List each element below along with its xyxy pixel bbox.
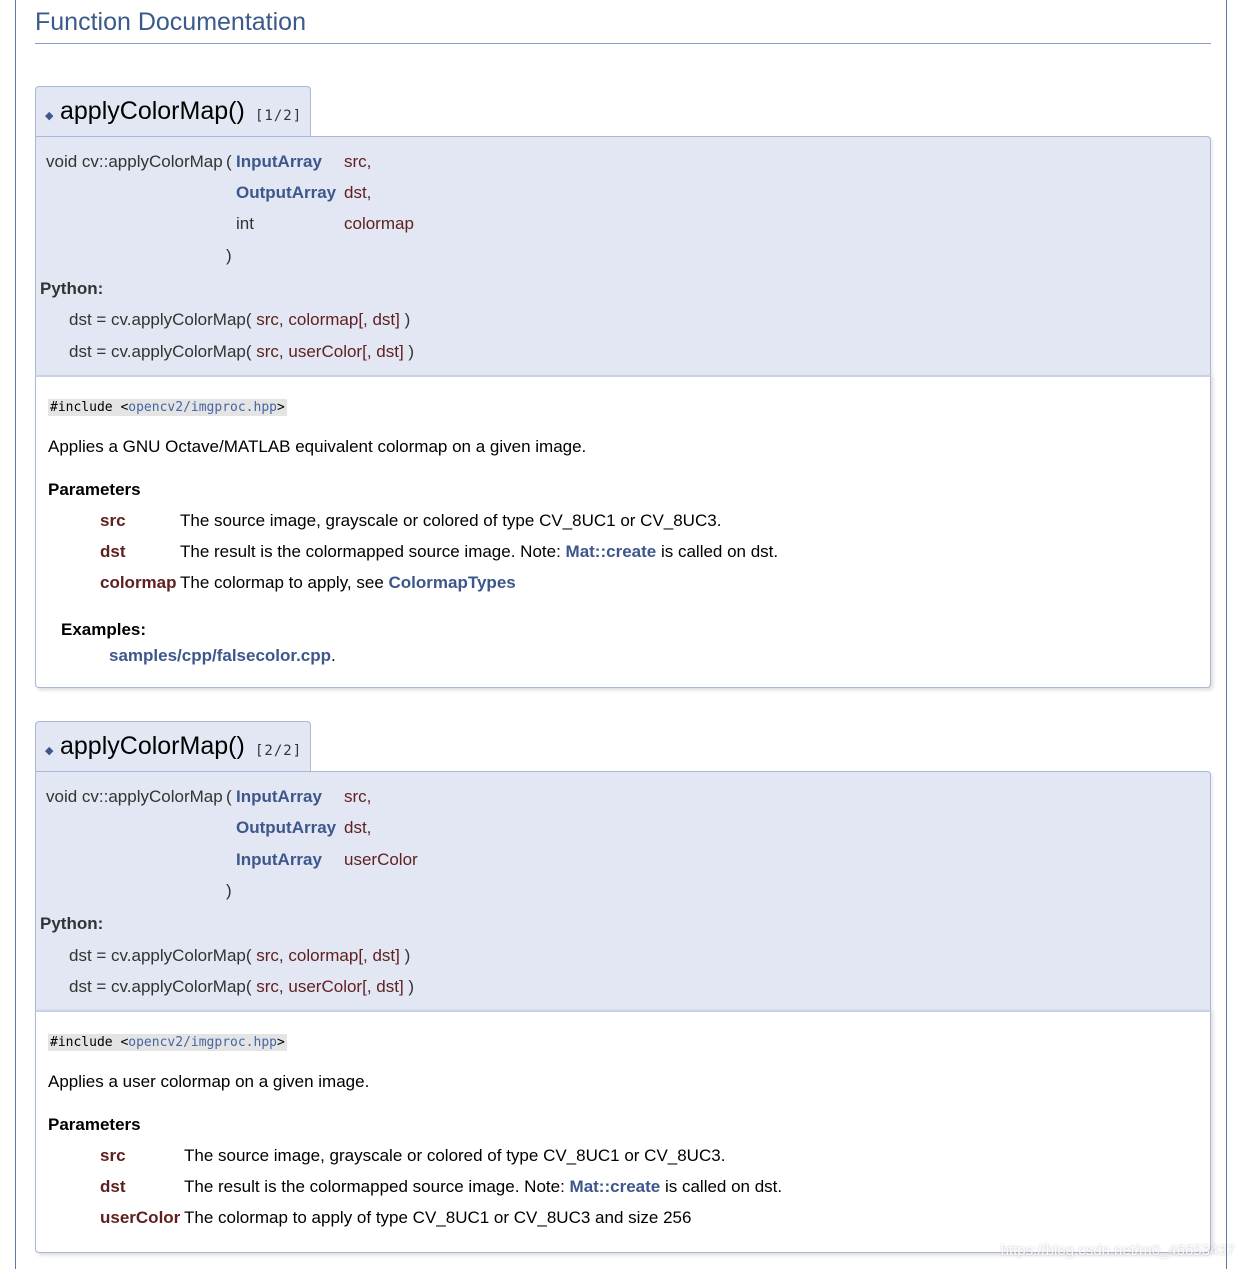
python-signature — [69, 342, 414, 362]
function-description: Applies a user colormap on a given image. — [48, 1072, 370, 1091]
python-arg: userColor — [288, 977, 363, 996]
python-sep: , — [278, 946, 284, 965]
example-suffix: . — [331, 646, 336, 665]
function-entry-2 — [35, 721, 1211, 1255]
colormap-types-link[interactable]: ColormapTypes — [388, 573, 516, 592]
param-type-link[interactable]: InputArray — [236, 850, 322, 869]
param-description — [180, 573, 516, 593]
python-label: Python: — [40, 279, 104, 298]
param-type-link[interactable]: OutputArray — [236, 183, 337, 202]
python-call: dst = cv.applyColorMap( — [69, 977, 252, 996]
python-close: ) — [403, 342, 415, 361]
include-directive — [48, 399, 287, 416]
python-arg: colormap — [288, 946, 359, 965]
python-signature — [69, 977, 414, 997]
param-description — [180, 542, 778, 562]
param-type-link[interactable]: InputArray — [236, 152, 322, 171]
python-optional-arg: [, dst] — [358, 310, 400, 329]
param-type-link[interactable]: OutputArray — [236, 818, 337, 837]
overload-index: [1/2] — [255, 108, 303, 124]
python-arg: colormap — [288, 310, 359, 329]
anchor-diamond-icon[interactable]: ◆ — [45, 110, 54, 122]
python-label: Python: — [40, 914, 104, 933]
python-sep: , — [278, 977, 284, 996]
include-bracket: < — [120, 400, 129, 415]
param-description: The source image, grayscale or colored of type CV_8UC1 or CV_8UC3. — [180, 511, 722, 530]
include-directive — [48, 1034, 287, 1051]
documentation-frame — [15, 0, 1227, 1269]
proto-return-name: void cv::applyColorMap — [46, 787, 223, 806]
param-description-text: The result is the colormapped source image. Note: — [180, 542, 566, 561]
python-optional-arg: [, dst] — [362, 342, 404, 361]
examples-heading: Examples: — [61, 620, 147, 639]
include-bracket: > — [277, 1035, 285, 1050]
python-sep: , — [278, 310, 284, 329]
python-call: dst = cv.applyColorMap( — [69, 310, 252, 329]
param-description — [184, 1177, 782, 1197]
example-link[interactable]: samples/cpp/falsecolor.cpp — [109, 646, 332, 665]
param-name: colormap — [100, 573, 177, 592]
param-name: src, — [344, 787, 372, 806]
python-arg: src — [256, 342, 279, 361]
proto-open-paren: ( — [226, 787, 232, 806]
mat-create-link[interactable]: Mat::create — [569, 1177, 661, 1196]
param-description-text: The colormap to apply, see — [180, 573, 389, 592]
param-name: userColor — [100, 1208, 181, 1227]
python-arg: src — [256, 946, 279, 965]
overload-index: [2/2] — [255, 743, 303, 759]
param-name: src — [100, 511, 126, 530]
python-optional-arg: [, dst] — [358, 946, 400, 965]
param-description-text: is called on dst. — [660, 1177, 783, 1196]
python-call: dst = cv.applyColorMap( — [69, 946, 252, 965]
function-name: applyColorMap() — [60, 732, 245, 760]
function-description: Applies a GNU Octave/MATLAB equivalent colormap on a given image. — [48, 437, 587, 456]
proto-close-paren: ) — [226, 246, 232, 265]
python-close: ) — [399, 310, 411, 329]
function-entry-1 — [35, 86, 1211, 688]
parameters-heading: Parameters — [48, 480, 141, 499]
anchor-diamond-icon[interactable]: ◆ — [45, 745, 54, 757]
python-close: ) — [403, 977, 415, 996]
proto-open-paren: ( — [226, 152, 232, 171]
param-description: The source image, grayscale or colored of type CV_8UC1 or CV_8UC3. — [184, 1146, 726, 1165]
python-call: dst = cv.applyColorMap( — [69, 342, 252, 361]
include-header-link[interactable]: opencv2/imgproc.hpp — [128, 1035, 277, 1050]
function-prototype — [35, 771, 1211, 1011]
function-docs — [35, 375, 1211, 688]
param-description: The colormap to apply of type CV_8UC1 or CV_8UC3 and size 256 — [184, 1208, 692, 1227]
include-header-link[interactable]: opencv2/imgproc.hpp — [128, 400, 277, 415]
function-title-tab — [35, 721, 311, 772]
function-name: applyColorMap() — [60, 97, 245, 125]
param-description-text: The result is the colormapped source image. Note: — [184, 1177, 570, 1196]
param-name: dst — [100, 542, 126, 561]
function-docs — [35, 1010, 1211, 1253]
proto-return-name: void cv::applyColorMap — [46, 152, 223, 171]
python-arg: userColor — [288, 342, 363, 361]
function-prototype — [35, 136, 1211, 376]
include-bracket: > — [277, 400, 285, 415]
python-signature — [69, 946, 410, 966]
watermark: https://blog.csdn.net/m0_46653437 — [1000, 1242, 1235, 1259]
param-name: src, — [344, 152, 372, 171]
param-type: int — [236, 214, 254, 233]
function-title-tab — [35, 86, 311, 137]
param-name: dst — [100, 1177, 126, 1196]
section-title: Function Documentation — [35, 8, 1211, 44]
param-name: colormap — [344, 214, 414, 233]
param-name: dst, — [344, 818, 372, 837]
example-item — [109, 646, 336, 666]
param-name: src — [100, 1146, 126, 1165]
parameters-heading: Parameters — [48, 1115, 141, 1134]
param-name: dst, — [344, 183, 372, 202]
param-description-text: is called on dst. — [656, 542, 779, 561]
proto-close-paren: ) — [226, 881, 232, 900]
python-sep: , — [278, 342, 284, 361]
include-keyword: #include — [50, 1035, 121, 1050]
python-arg: src — [256, 977, 279, 996]
include-keyword: #include — [50, 400, 121, 415]
mat-create-link[interactable]: Mat::create — [565, 542, 657, 561]
param-name: userColor — [344, 850, 418, 869]
python-arg: src — [256, 310, 279, 329]
include-bracket: < — [120, 1035, 129, 1050]
param-type-link[interactable]: InputArray — [236, 787, 322, 806]
python-signature — [69, 310, 410, 330]
python-close: ) — [399, 946, 411, 965]
python-optional-arg: [, dst] — [362, 977, 404, 996]
